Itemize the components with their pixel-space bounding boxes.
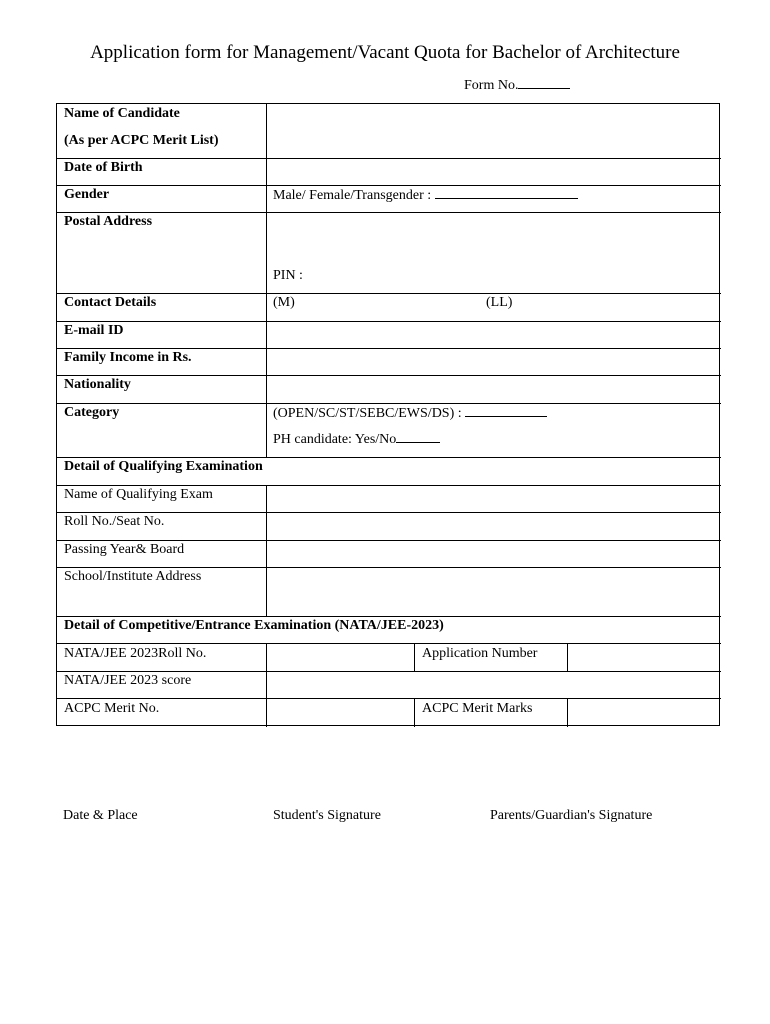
form-number-label: Form No.	[464, 78, 519, 93]
acpc-merit-list-note: (As per ACPC Merit List)	[64, 133, 219, 148]
column-divider	[567, 643, 568, 671]
acpc-merit-no-label: ACPC Merit No.	[64, 701, 160, 716]
gender-options[interactable]	[273, 187, 578, 204]
competitive-exam-heading: Detail of Competitive/Entrance Examination (NATA/JEE-2023)	[64, 618, 444, 633]
row-divider	[57, 512, 721, 513]
contact-details-label: Contact Details	[64, 295, 157, 310]
category-options-text: (OPEN/SC/ST/SEBC/EWS/DS) :	[273, 406, 462, 421]
column-divider	[567, 698, 568, 727]
row-divider	[57, 321, 721, 322]
parent-guardian-signature-label: Parents/Guardian's Signature	[490, 808, 653, 823]
nationality-label: Nationality	[64, 377, 131, 392]
student-signature-label: Student's Signature	[273, 808, 381, 823]
category-blank[interactable]	[465, 405, 547, 417]
ph-candidate-blank[interactable]	[396, 431, 440, 443]
family-income-label: Family Income in Rs.	[64, 350, 192, 365]
row-divider	[57, 293, 721, 294]
row-divider	[57, 671, 721, 672]
email-label: E-mail ID	[64, 323, 124, 338]
qualifying-exam-name-label: Name of Qualifying Exam	[64, 487, 213, 502]
landline-label: (LL)	[486, 295, 513, 310]
nata-jee-roll-no-label: NATA/JEE 2023Roll No.	[64, 646, 207, 661]
gender-options-text: Male/ Female/Transgender :	[273, 188, 432, 203]
date-place-label: Date & Place	[63, 808, 138, 823]
row-divider	[57, 540, 721, 541]
row-divider	[57, 457, 721, 458]
application-form-table	[56, 103, 720, 726]
column-divider	[266, 104, 267, 457]
acpc-merit-marks-label: ACPC Merit Marks	[422, 701, 533, 716]
row-divider	[57, 158, 721, 159]
column-divider	[414, 643, 415, 671]
qualifying-exam-heading: Detail of Qualifying Examination	[64, 459, 263, 474]
ph-candidate-text: PH candidate: Yes/No	[273, 432, 397, 447]
ph-candidate[interactable]	[273, 431, 440, 448]
name-of-candidate-label: Name of Candidate	[64, 106, 180, 121]
column-divider	[266, 643, 267, 727]
form-number-blank[interactable]	[518, 77, 570, 89]
passing-year-board-label: Passing Year& Board	[64, 542, 185, 557]
category-label: Category	[64, 405, 120, 420]
postal-address-label: Postal Address	[64, 214, 153, 229]
mobile-label: (M)	[273, 295, 295, 310]
page-title: Application form for Management/Vacant Quota for Bachelor of Architecture	[90, 42, 680, 63]
application-number-label: Application Number	[422, 646, 538, 661]
row-divider	[57, 698, 721, 699]
nata-jee-score-label: NATA/JEE 2023 score	[64, 673, 192, 688]
row-divider	[57, 348, 721, 349]
row-divider	[57, 485, 721, 486]
column-divider	[266, 485, 267, 616]
category-options[interactable]	[273, 405, 547, 422]
row-divider	[57, 616, 721, 617]
roll-seat-no-label: Roll No./Seat No.	[64, 514, 165, 529]
gender-blank[interactable]	[435, 187, 578, 199]
row-divider	[57, 403, 721, 404]
row-divider	[57, 212, 721, 213]
row-divider	[57, 643, 721, 644]
pin-label: PIN :	[273, 268, 303, 283]
row-divider	[57, 567, 721, 568]
date-of-birth-label: Date of Birth	[64, 160, 143, 175]
row-divider	[57, 375, 721, 376]
column-divider	[414, 698, 415, 727]
gender-label: Gender	[64, 187, 110, 202]
form-number	[464, 77, 570, 94]
row-divider	[57, 185, 721, 186]
school-address-label: School/Institute Address	[64, 569, 202, 584]
